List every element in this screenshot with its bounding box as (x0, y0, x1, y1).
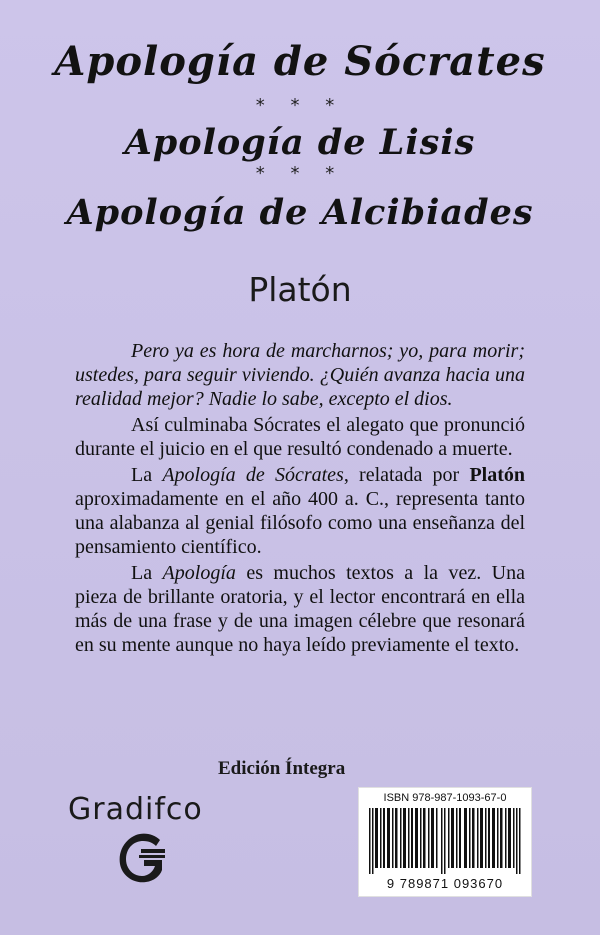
isbn-digits: 9 789871 093670 (386, 876, 504, 891)
blurb-text-run: La (131, 464, 163, 486)
author-name: Platón (248, 270, 352, 309)
publisher-logo-icon (114, 830, 170, 886)
title-apologia-socrates: Apología de Sócrates (54, 38, 546, 85)
isbn-barcode (358, 787, 532, 897)
separator-stars: * * * (255, 95, 345, 116)
edition-label: Edición Íntegra (218, 758, 346, 779)
blurb-emphasis: Apología (162, 562, 236, 584)
blurb-text-run: es muchos textos a la vez. Una pieza de brillante oratoria, y el lector encontrará en ella más de una frase y de una imagen célebre que resonará en su mente aunque no haya leído previamente el texto. (75, 562, 526, 656)
blurb-paragraph (75, 463, 525, 559)
blurb-emphasis: Apología de Sócrates (162, 464, 344, 486)
blurb-strong: Platón (469, 464, 525, 486)
blurb-text (75, 339, 525, 659)
separator-stars: * * * (255, 163, 345, 184)
blurb-paragraph (75, 561, 525, 657)
blurb-text-run: La (131, 562, 163, 584)
publisher-name: Gradifco (68, 792, 203, 827)
blurb-paragraph: Así culminaba Sócrates el alegato que pronunció durante el juicio en el que resultó condenado a muerte. (75, 414, 525, 460)
barcode-bars (369, 808, 521, 874)
blurb-text-run: aproximadamente en el año 400 a. C., representa tanto una alabanza al genial filósofo como una enseñanza del pensamiento científico. (75, 488, 525, 558)
title-apologia-lisis: Apología de Lisis (124, 122, 476, 163)
blurb-quote: Pero ya es hora de marcharnos; yo, para morir; ustedes, para seguir viviendo. ¿Quién avanza hacia una realidad mejor? Nadie lo sabe, excepto el dios. (75, 340, 525, 410)
blurb-text-run: , relatada por (343, 464, 470, 486)
title-apologia-alcibiades: Apología de Alcibiades (66, 192, 534, 233)
isbn-label: ISBN 978-987-1093-67-0 (383, 792, 507, 804)
